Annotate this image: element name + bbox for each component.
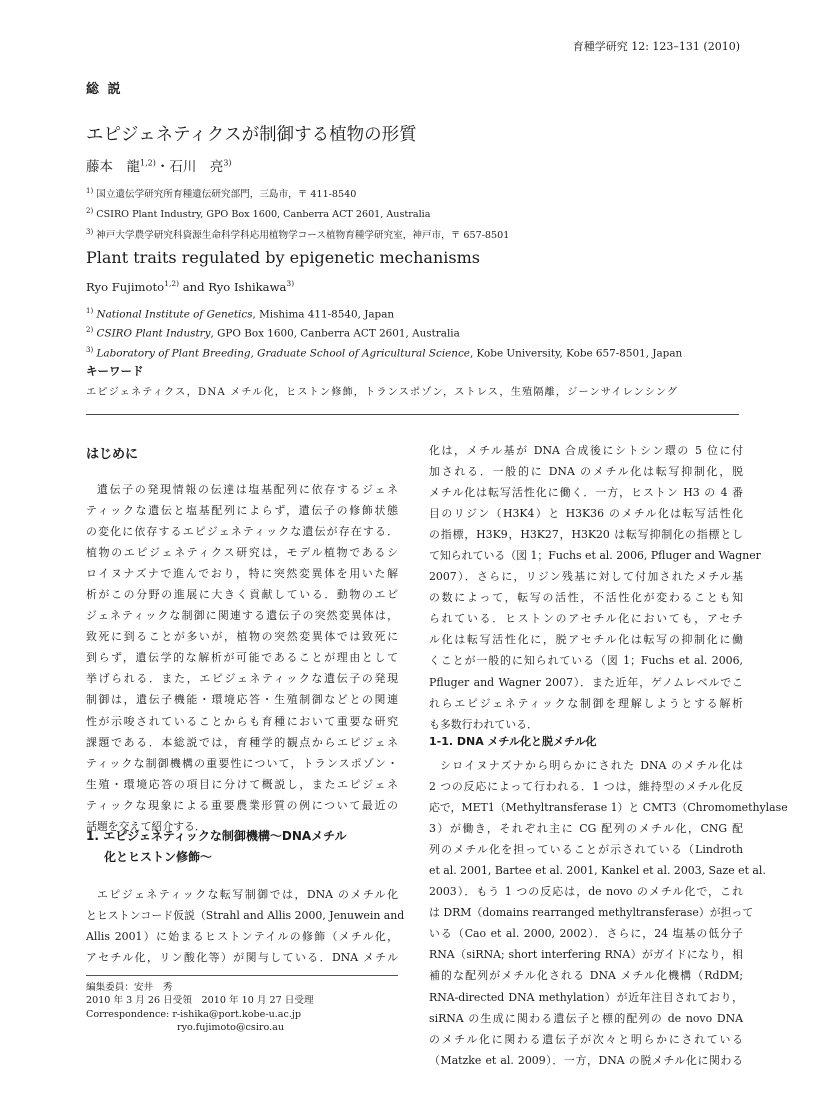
affiliation-institution: Laboratory of Plant Breeding, Graduate School of Agricultural Science: [96, 347, 470, 360]
text-line: 生殖・環境応答の項目に分けて概説し，またエピジェネ: [86, 777, 398, 791]
text-line: の変化に依存するエピジェネティックな遺伝が存在する．: [86, 525, 398, 539]
footnote-dates: 2010 年 3 月 26 日受領 2010 年 10 月 27 日受理: [86, 995, 314, 1007]
text-line: も多数行われている．: [429, 717, 538, 731]
affiliations-english: [86, 303, 682, 361]
affiliation-en-1: [86, 303, 682, 322]
text-line: アセチル化，リン酸化等）が関与している．DNA メチル: [86, 951, 398, 965]
text-line: RNA-directed DNA methylation）が近年注目されており，: [429, 990, 743, 1004]
text-line: 制御は，遺伝子機能・環境応答・生殖制御などとの関連: [86, 693, 398, 707]
affiliations-japanese: [86, 183, 509, 244]
text-line: の指標，H3K9，H3K27，H3K20 は転写抑制化の指標とし: [429, 528, 743, 542]
text-line: 話題を交えて紹介する．: [86, 819, 206, 833]
text-line: 致死に到ることが多いが，植物の突然変異体では致死に: [86, 630, 398, 644]
text-line: 補的な配列がメチル化される DNA メチル化機構（RdDM;: [429, 969, 743, 983]
text-line: とヒストンコード仮説（Strahl and Allis 2000, Jenuwein and: [86, 909, 405, 923]
author-1-en: Ryo Fujimoto: [86, 279, 165, 294]
text-line: は DRM（domains rearranged methyltransferase）が担って: [429, 906, 754, 920]
text-line: のメチル化に関わる遺伝子が次々と明らかにされている: [429, 1032, 743, 1046]
affiliation-institution: National Institute of Genetics: [96, 308, 253, 321]
affiliation-institution: CSIRO Plant Industry: [96, 327, 211, 340]
section-1-heading-line: 化とヒストン修飾～: [104, 850, 213, 864]
author-1-jp: 藤本 龍: [86, 159, 140, 175]
affiliation-en-3: [86, 342, 682, 361]
title-japanese: エピジェネティクスが制御する植物の形質: [86, 125, 417, 145]
affiliation-jp-1: [86, 183, 509, 203]
text-line: られている．ヒストンのアセチル化においても，アセチ: [429, 612, 743, 626]
section-1-heading-line: 1. エピジェネティックな制御機構～DNAメチル: [86, 829, 347, 843]
section-1-body: [86, 884, 405, 968]
affiliation-marker: 1): [86, 187, 94, 195]
text-line: 2003）．もう 1 つの反応は，de novo のメチル化で，これ: [429, 885, 743, 899]
keywords-list: エピジェネティクス，DNA メチル化，ヒストン修飾，トランスポゾン，ストレス，生殖隔離，ジーンサイレンシング: [86, 387, 679, 398]
text-line: いる（Cao et al. 2000, 2002）．さらに，24 塩基の低分子: [429, 927, 743, 941]
section-label: 総 説: [86, 82, 123, 97]
text-line: ティックな現象による重要農業形質の例について最近の: [86, 798, 398, 812]
affiliation-jp-3: [86, 224, 509, 244]
text-line: 性が示唆されていることからも育種において重要な研究: [86, 714, 398, 728]
text-line: ティックな遺伝と塩基配列によらず，遺伝子の修飾状態: [86, 504, 398, 518]
section-1-1-heading: 1-1. DNA メチル化と脱メチル化: [429, 735, 597, 748]
footnote-editor: 編集委員：安井 秀: [86, 982, 173, 993]
section-1-heading: [86, 826, 398, 868]
authors-japanese: [86, 155, 232, 175]
affiliation-marker: 3): [86, 227, 94, 236]
affiliation-marker: 3): [86, 345, 94, 354]
affiliation-marker: 2): [86, 207, 94, 216]
intro-body: [86, 479, 398, 837]
header-divider: [86, 414, 739, 415]
text-line: 植物のエピジェネティクス研究は，モデル植物であるシ: [86, 546, 398, 560]
affiliation-en-2: [86, 322, 682, 341]
text-line: 2 つの反応によって行われる．1 つは，維持型のメチル化反: [429, 780, 743, 794]
author-1-affil-en: 1,2): [164, 279, 180, 288]
affiliation-text: CSIRO Plant Industry, GPO Box 1600, Canberra ACT 2601, Australia: [96, 209, 431, 221]
affiliation-marker: 2): [86, 326, 94, 335]
author-2-en: and Ryo Ishikawa: [179, 279, 287, 294]
text-line: シロイヌナズナから明らかにされた DNA のメチル化は: [440, 759, 743, 772]
text-line: 3）が働き，それぞれ主に CG 配列のメチル化，CNG 配: [429, 822, 743, 836]
text-line: siRNA の生成に関わる遺伝子と標的配列の de novo DNA: [429, 1011, 743, 1025]
section-1-1-body: [429, 755, 788, 1071]
affiliation-address: , Kobe University, Kobe 657-8501, Japan: [469, 347, 683, 360]
text-line: れらエピジェネティックな制御を理解しようとする解析: [429, 696, 743, 710]
footnote-divider: [86, 975, 398, 976]
footnote-correspondence: Correspondence: r-ishika@port.kobe-u.ac.jp: [86, 1008, 302, 1020]
text-line: て知られている（図 1；Fuchs et al. 2006, Pfluger and Wagner: [429, 549, 761, 563]
affiliation-text: 神戸大学農学研究科資源生命科学科応用植物学コース植物育種学研究室，神戸市，〒 657-8501: [96, 230, 510, 242]
journal-citation: 育種学研究 12: 123–131 (2010): [572, 40, 740, 53]
text-line: 析がこの分野の進展に大きく貢献している．動物のエピ: [86, 588, 398, 602]
text-line: 遺伝子の発現情報の伝達は塩基配列に依存するジェネ: [97, 483, 398, 496]
text-line: Pfluger and Wagner 2007）．また近年，ゲノムレベルでこ: [429, 675, 743, 689]
text-line: ロイヌナズナで進んでおり，特に突然変異体を用いた解: [86, 567, 398, 581]
authors-english: [86, 279, 294, 294]
author-2-affil-en: 3): [286, 279, 295, 288]
text-line: ティックな制御機構の重要性について，トランスポゾン・: [86, 756, 398, 770]
affiliation-jp-2: [86, 203, 509, 223]
intro-heading: はじめに: [86, 447, 139, 462]
footnote-email: ryo.fujimoto@csiro.au: [177, 1022, 285, 1034]
text-line: の数によって，転写の活性，不活性化が変わることも知: [429, 591, 743, 605]
text-line: 到らず，遺伝学的な解析が可能であることが理由として: [86, 651, 398, 665]
author-2-affil-jp: 3): [223, 158, 232, 168]
affiliation-address: , GPO Box 1600, Canberra ACT 2601, Australia: [210, 327, 460, 340]
text-line: メチル化は転写活性化に働く．一方，ヒストン H3 の 4 番: [429, 486, 743, 500]
text-line: Allis 2001）に始まるヒストンテイルの修飾（メチル化，: [86, 930, 398, 944]
affiliation-text: 国立遺伝学研究所育種遺伝研究部門，三島市，〒 411-8540: [96, 189, 357, 201]
text-line: 加される．一般的に DNA のメチル化は転写抑制化，脱: [429, 465, 743, 479]
text-line: ジェネティックな制御に関連する遺伝子の突然変異体は，: [86, 609, 398, 623]
text-line: （Matzke et al. 2009）．一方，DNA の脱メチル化に関わる: [429, 1053, 743, 1067]
right-column-body: [429, 440, 761, 735]
keywords-heading: キーワード: [86, 364, 144, 378]
text-line: 目のリジン（H3K4）と H3K36 のメチル化は転写活性化: [429, 507, 743, 521]
affiliation-address: , Mishima 411-8540, Japan: [252, 308, 395, 321]
text-line: ル化は転写活性化に，脱アセチル化は転写の抑制化に働: [429, 633, 743, 647]
text-line: くことが一般的に知られている（図 1；Fuchs et al. 2006,: [429, 654, 743, 668]
footnote: [86, 981, 314, 1035]
author-separator-jp: ・石川 亮: [155, 159, 224, 175]
text-line: RNA（siRNA; short interfering RNA）がガイドになり，相: [429, 948, 743, 962]
author-1-affil-jp: 1,2): [140, 158, 156, 168]
text-line: エピジェネティックな転写制御では，DNA のメチル化: [97, 888, 398, 901]
text-line: 化は，メチル基が DNA 合成後にシトシン環の 5 位に付: [429, 444, 743, 457]
text-line: et al. 2001, Bartee et al. 2001, Kankel et al. 2003, Saze et al.: [429, 864, 766, 878]
text-line: 挙げられる．また，エピジェネティックな遺伝子の発現: [86, 672, 398, 686]
text-line: 列のメチル化を担っていることが示されている（Lindroth: [429, 843, 743, 857]
text-line: 課題である．本総説では，育種学的観点からエピジェネ: [86, 735, 398, 749]
text-line: 2007）．さらに，リジン残基に対して付加されたメチル基: [429, 570, 743, 584]
affiliation-marker: 1): [86, 307, 94, 315]
text-line: 応で，MET1（Methyltransferase 1）と CMT3（Chromomethylase: [429, 801, 788, 815]
title-english: Plant traits regulated by epigenetic mechanisms: [86, 248, 480, 267]
